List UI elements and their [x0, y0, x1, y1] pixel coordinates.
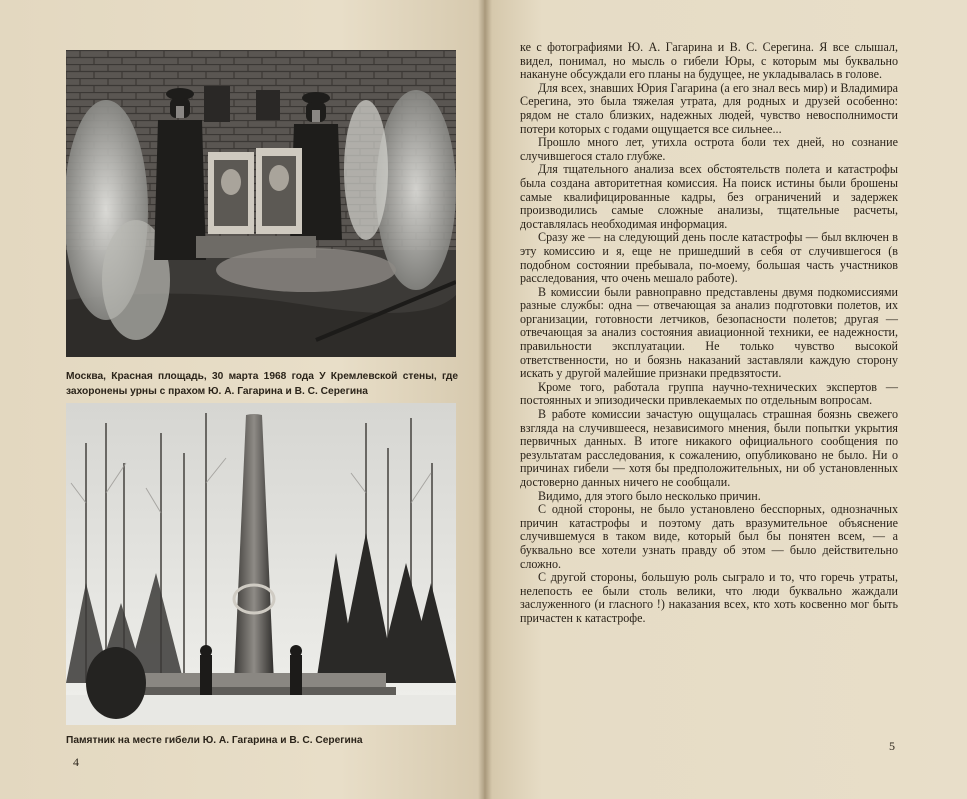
photo-caption-top: Москва, Красная площадь, 30 марта 1968 года У Кремлевской стены, где захоронены урны с прахом Ю. А. Гагарина и В. С. Серегина [66, 371, 458, 397]
page-number-right: 5 [889, 739, 895, 753]
paragraph: С другой стороны, большую роль сыграло и то, что горечь утраты, нелепость ее были столь велики, что люди буквально жаждали заслуженного (и гласного !) наказания всех, кто хоть косвенно мог быть причастен к катастрофе. [520, 570, 898, 625]
book-gutter [478, 0, 492, 799]
paragraph: Прошло много лет, утихла острота боли тех дней, но сознание случившегося стало глубже. [520, 135, 898, 163]
paragraph: В комиссии были равноправно представлены двумя подкомиссиями разные службы: одна — отвечающая за анализ подготовки полетов, их организации, готовности летчиков, безопасности полетов; другая — отвечающая за анализ состояния авиационной техники, ее надежности, правильности эксплуатации. Не только чувство высокой ответственности, но и боязнь наказаний заставляли каждую сторону искать у другой малейшие признаки предвзятости. [520, 284, 898, 381]
photo-caption-bottom: Памятник на месте гибели Ю. А. Гагарина и В. С. Серегина [66, 735, 363, 746]
paragraph: Для всех, знавших Юрия Гагарина (а его знал весь мир) и Владимира Серегина, это была тяжелая утрата, для родных и друзей особенно: рядом не стало близких, надежных людей, чувство невосполнимости потери которых с годами ощущается все сильнее... [520, 80, 898, 136]
photo-kremlin-wall [66, 50, 456, 357]
photo-memorial-monument [66, 403, 456, 725]
paragraph: Видимо, для этого было несколько причин. [538, 488, 761, 503]
right-page-text [520, 41, 898, 626]
paragraph: Сразу же — на следующий день после катастрофы — был включен в эту комиссию и я, еще не пришедший в себя от случившегося (в подобном состоянии пребывала, по-моему, большая часть участников расследования, что очень мешало работе). [520, 230, 898, 286]
page-number-left: 4 [73, 755, 79, 769]
paragraph: Кроме того, работала группа научно-технических экспертов — постоянных и эпизодически привлекаемых по отдельным вопросам. [520, 379, 898, 408]
paragraph: С одной стороны, не было установлено бесспорных, однозначных причин катастрофы и поэтому дать вразумительное объяснение случившемуся в таком виде, который был бы понятен всем, — а буквально все хотели узнать правду об этом — было действительно сложно. [520, 502, 898, 571]
paragraph: В работе комиссии зачастую ощущалась страшная боязнь свежего взгляда на случившееся, независимого мнения, были попытки укрытия первичных данных. В итоге никакого официального сообщения по результатам расследования, к сожалению, опубликовано не было. Ни о причинах гибели — хотя бы предположительных, ни об установленных достоверно данных ничего не сообщали. [520, 407, 898, 489]
paragraph: ке с фотографиями Ю. А. Гагарина и В. С. Серегина. Я все слышал, видел, понимал, но мысль о гибели Юры, с которым мы буквально накануне обсуждали его планы на будущее, не укладывалась в голове. [520, 40, 898, 82]
paragraph: Для тщательного анализа всех обстоятельств полета и катастрофы была создана авторитетная комиссия. На поиск истины были брошены самые квалифицированные кадры, без ограничений и задержек производились самые сложные анализы, тщательные расчеты, доставлялась необходимая информация. [520, 162, 898, 231]
